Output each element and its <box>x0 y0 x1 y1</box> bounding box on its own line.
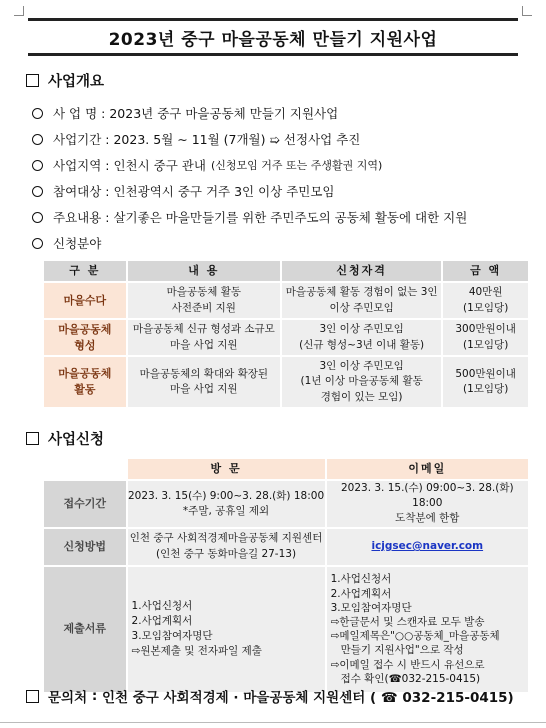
overview-item-value: 2023. 5월 ∼ 11월 (7개월) ➯ 선정사업 추진 <box>113 132 361 147</box>
circle-bullet-icon <box>32 212 43 223</box>
row-label: 제출서류 <box>43 566 127 693</box>
square-bullet-icon <box>26 432 39 445</box>
row-amount: 500만원이내 (1모임당) <box>442 356 529 408</box>
overview-list <box>32 100 532 256</box>
overview-item-period <box>32 126 532 152</box>
email-link[interactable]: icjgsec@naver.com <box>371 540 484 553</box>
table-row <box>43 566 529 693</box>
fields-table <box>42 259 530 409</box>
table-row <box>43 480 529 528</box>
overview-item-target <box>32 178 532 204</box>
email-method <box>326 528 529 566</box>
overview-item-value: 인천시 중구 관내 <box>113 158 206 173</box>
page-bottom-rule <box>0 722 546 723</box>
overview-heading-label: 사업개요 <box>48 74 105 90</box>
column-header: 금 액 <box>442 260 529 282</box>
contact-value: 인천 중구 사회적경제 · 마을공동체 지원센터 ( ☎ 032-215-0415) <box>101 690 514 706</box>
row-category: 마을공동체 형성 <box>43 319 127 356</box>
overview-item-region <box>32 152 532 178</box>
colon-separator: : <box>87 688 102 704</box>
colon-separator: : <box>101 209 114 225</box>
application-table <box>42 457 530 694</box>
row-amount: 40만원 (1모임당) <box>442 282 529 319</box>
overview-item-label: 사업지역 <box>53 158 102 173</box>
overview-item-label: 참여대상 <box>53 184 102 199</box>
overview-item-value: 살기좋은 마을만들기를 위한 주민주도의 공동체 활동에 대한 지원 <box>113 210 468 225</box>
column-header: 신청자격 <box>281 260 442 282</box>
row-content: 마을공동체의 확대와 확장된 마을 사업 지원 <box>127 356 281 408</box>
visit-period: 2023. 3. 15(수) 9:00~3. 28.(화) 18:00 *주말, 공휴일 제외 <box>127 480 326 528</box>
column-header: 방 문 <box>127 458 326 480</box>
application-heading <box>26 428 104 449</box>
visit-method: 인천 중구 사회적경제마을공동체 지원센터 (인천 중구 동화마을길 27-13) <box>127 528 326 566</box>
row-content: 마을공동체 활동 사전준비 지원 <box>127 282 281 319</box>
row-category: 마을수다 <box>43 282 127 319</box>
table-row <box>43 356 529 408</box>
colon-separator: : <box>101 183 114 199</box>
row-amount: 300만원이내 (1모임당) <box>442 319 529 356</box>
row-qualification: 3인 이상 주민모임 (1년 이상 마을공동체 활동 경험이 있는 모임) <box>281 356 442 408</box>
row-category: 마을공동체 활동 <box>43 356 127 408</box>
table-row <box>43 319 529 356</box>
table-header-row <box>43 458 529 480</box>
overview-item-fields <box>32 230 532 256</box>
square-bullet-icon <box>26 690 39 703</box>
colon-separator: : <box>97 105 110 121</box>
table-header-row <box>43 260 529 282</box>
square-bullet-icon <box>26 74 39 87</box>
column-header: 이메일 <box>326 458 529 480</box>
row-qualification: 마을공동체 활동 경험이 없는 3인 이상 주민모임 <box>281 282 442 319</box>
overview-item-content <box>32 204 532 230</box>
empty-header-cell <box>43 458 127 480</box>
overview-item-label: 주요내용 <box>53 210 102 225</box>
table-row <box>43 282 529 319</box>
document-title-box <box>28 18 518 56</box>
circle-bullet-icon <box>32 108 43 119</box>
document-title: 2023년 중구 마을공동체 만들기 지원사업 <box>108 29 438 50</box>
column-header: 내 용 <box>127 260 281 282</box>
colon-separator: : <box>101 131 114 147</box>
overview-item-label: 사업기간 <box>53 132 102 147</box>
overview-item-label: 사 업 명 <box>53 106 98 121</box>
row-label: 접수기간 <box>43 480 127 528</box>
overview-item-note: (신청모임 거주 또는 주생활권 지역) <box>210 159 383 172</box>
corner-mark-right <box>522 6 532 16</box>
overview-item-label: 신청분야 <box>53 236 102 251</box>
colon-separator: : <box>101 157 114 173</box>
overview-heading <box>26 70 104 91</box>
email-period: 2023. 3. 15.(수) 09:00~3. 28.(화) 18:00 도착분에 한함 <box>326 480 529 528</box>
visit-documents: 1.사업신청서 2.사업계획서 3.모임참여자명단 ⇨원본제출 및 전자파일 제출 <box>127 566 326 693</box>
circle-bullet-icon <box>32 238 43 249</box>
application-heading-label: 사업신청 <box>48 432 105 448</box>
circle-bullet-icon <box>32 160 43 171</box>
overview-item-value: 인천광역시 중구 거주 3인 이상 주민모임 <box>113 184 335 199</box>
contact-label: 문의처 <box>48 690 88 706</box>
contact-line <box>26 686 514 706</box>
row-content: 마을공동체 신규 형성과 소규모 마을 사업 지원 <box>127 319 281 356</box>
row-label: 신청방법 <box>43 528 127 566</box>
row-qualification: 3인 이상 주민모임 (신규 형성~3년 이내 활동) <box>281 319 442 356</box>
email-documents: 1.사업신청서 2.사업계획서 3.모임참여자명단 ⇨한글문서 및 스캔자료 모두 발송 ⇨메일제목은"○○공동체_마을공동체 만들기 지원사업"으로 작성 ⇨이메일 접수 시 반드시 유선으로 접수 확인(☎032-215-0415) <box>326 566 529 693</box>
column-header: 구 분 <box>43 260 127 282</box>
circle-bullet-icon <box>32 134 43 145</box>
corner-mark-left <box>14 6 24 16</box>
overview-item-value: 2023년 중구 마을공동체 만들기 지원사업 <box>109 106 339 121</box>
table-row <box>43 528 529 566</box>
overview-item-name <box>32 100 532 126</box>
circle-bullet-icon <box>32 186 43 197</box>
